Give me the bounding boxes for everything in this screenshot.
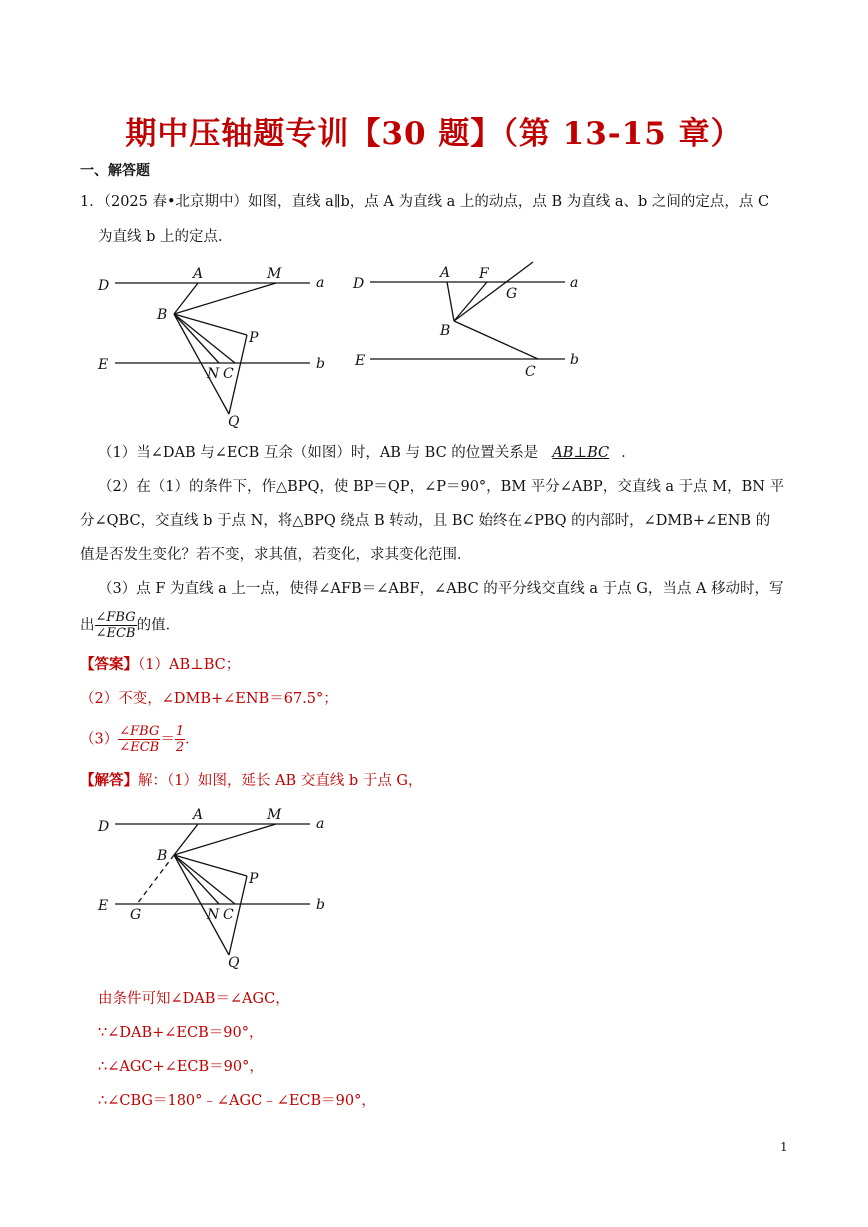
fig3-label-E: E [98,898,109,914]
problem-stem-1: 如图，直线 a∥b，点 A 为直线 a 上的动点，点 B 为直线 a、b 之间的定点，点 C [248,194,770,210]
fig2-label-E: E [355,353,366,369]
answer-line-1 [80,654,792,676]
page-title: 期中压轴题专训【30 题】（第 13-15 章） [125,116,743,152]
equals-sign: ＝ [160,731,175,748]
fig2-label-F: F [479,266,489,282]
figure-3 [95,803,335,973]
problem-number: 1． [80,194,104,210]
part-3-suffix: 的值． [136,617,181,634]
figure-2 [350,258,590,383]
solution-step-4: ∴∠CBG＝180°﹣∠AGC﹣∠ECB＝90°， [98,1093,376,1109]
answer-1: （1）AB⊥BC； [138,657,241,673]
fig2-label-a: a [570,275,579,291]
fig1-label-P: P [249,330,259,346]
fig2-label-D: D [353,276,365,292]
fig1-label-C: C [223,366,234,382]
answer-label: 【答案】 [80,656,138,673]
problem-source: （2025 春•北京期中） [103,194,249,210]
problem-stem-2: 为直线 b 上的定点． [98,229,233,245]
fig1-label-B: B [157,307,168,323]
page-number: 1 [780,1140,788,1154]
fig1-label-M: M [267,266,282,282]
fig1-label-Q: Q [228,414,240,430]
figure-1 [95,262,335,432]
part-1 [98,442,792,464]
fraction-numerator: 1 [175,724,185,739]
fraction-denominator: 2 [175,740,185,755]
fig3-label-D: D [98,819,110,835]
fig2-label-G: G [506,286,518,302]
fig1-label-A: A [193,266,204,282]
fig3-label-C: C [223,907,234,923]
fig3-label-M: M [267,807,282,823]
part-1-text: （1）当∠DAB 与∠ECB 互余（如图）时，AB 与 BC 的位置关系是 [98,445,539,461]
solution-step-1: 由条件可知∠DAB＝∠AGC， [98,991,290,1007]
fig1-label-a: a [316,275,325,291]
part-2-line-1: （2）在（1）的条件下，作△BPQ，使 BP＝QP，∠P＝90°，BM 平分∠ABP，交直线 a 于点 M，BN 平 [98,479,785,495]
answer-3-prefix: （3） [80,731,119,748]
part-3-line-1: （3）点 F 为直线 a 上一点，使得∠AFB＝∠ABF，∠ABC 的平分线交直线 a 于点 G，当点 A 移动时，写 [98,581,784,597]
answer-3-suffix: ． [185,731,200,748]
fig1-label-b: b [316,356,325,372]
answer-line-3 [80,724,792,755]
fraction-denominator: ∠ECB [95,626,136,641]
fraction-numerator: ∠FBG [95,610,136,625]
solution-intro-line [80,770,792,792]
fig2-label-A: A [440,265,451,281]
part-2-line-2: 分∠QBC，交直线 b 于点 N，将△BPQ 绕点 B 转动，且 BC 始终在∠PBQ 的内部时，∠DMB+∠ENB 的 [80,513,771,529]
fraction-denominator: ∠ECB [119,740,160,755]
fig1-label-N: N [207,366,220,382]
fig1-label-D: D [98,278,110,294]
solution-step-3: ∴∠AGC+∠ECB＝90°， [98,1059,264,1075]
fig1-label-E: E [98,357,109,373]
fig3-label-G: G [130,907,142,923]
part-2-line-3: 值是否发生变化？若不变，求其值，若变化，求其变化范围． [80,547,472,563]
fig3-label-Q: Q [228,955,240,971]
solution-step-2: ∵∠DAB+∠ECB＝90°， [98,1025,264,1041]
part-3-line-2 [80,610,792,641]
fig3-label-B: B [157,848,168,864]
fig2-label-b: b [570,352,579,368]
part-3-fraction [95,610,137,641]
section-heading: 一、解答题 [80,163,150,179]
fig3-label-N: N [207,907,220,923]
fig3-label-b: b [316,897,325,913]
fraction-numerator: ∠FBG [119,724,160,739]
problem-stem-line-1 [80,191,792,213]
answer-2: （2）不变，∠DMB+∠ENB＝67.5°； [80,691,338,707]
part-1-answer-blank: AB⊥BC [552,445,610,461]
fig3-label-A: A [193,807,204,823]
fig2-label-B: B [440,323,451,339]
part-3-prefix: 出 [80,617,95,634]
fig2-label-C: C [525,364,536,380]
fig3-label-a: a [316,816,325,832]
solution-intro: 解：（1）如图，延长 AB 交直线 b 于点 G， [138,773,423,789]
fig3-label-P: P [249,871,259,887]
solution-label: 【解答】 [80,772,138,789]
answer-3-value [175,724,185,755]
answer-3-fraction [118,724,160,755]
part-1-suffix: ． [621,445,636,461]
